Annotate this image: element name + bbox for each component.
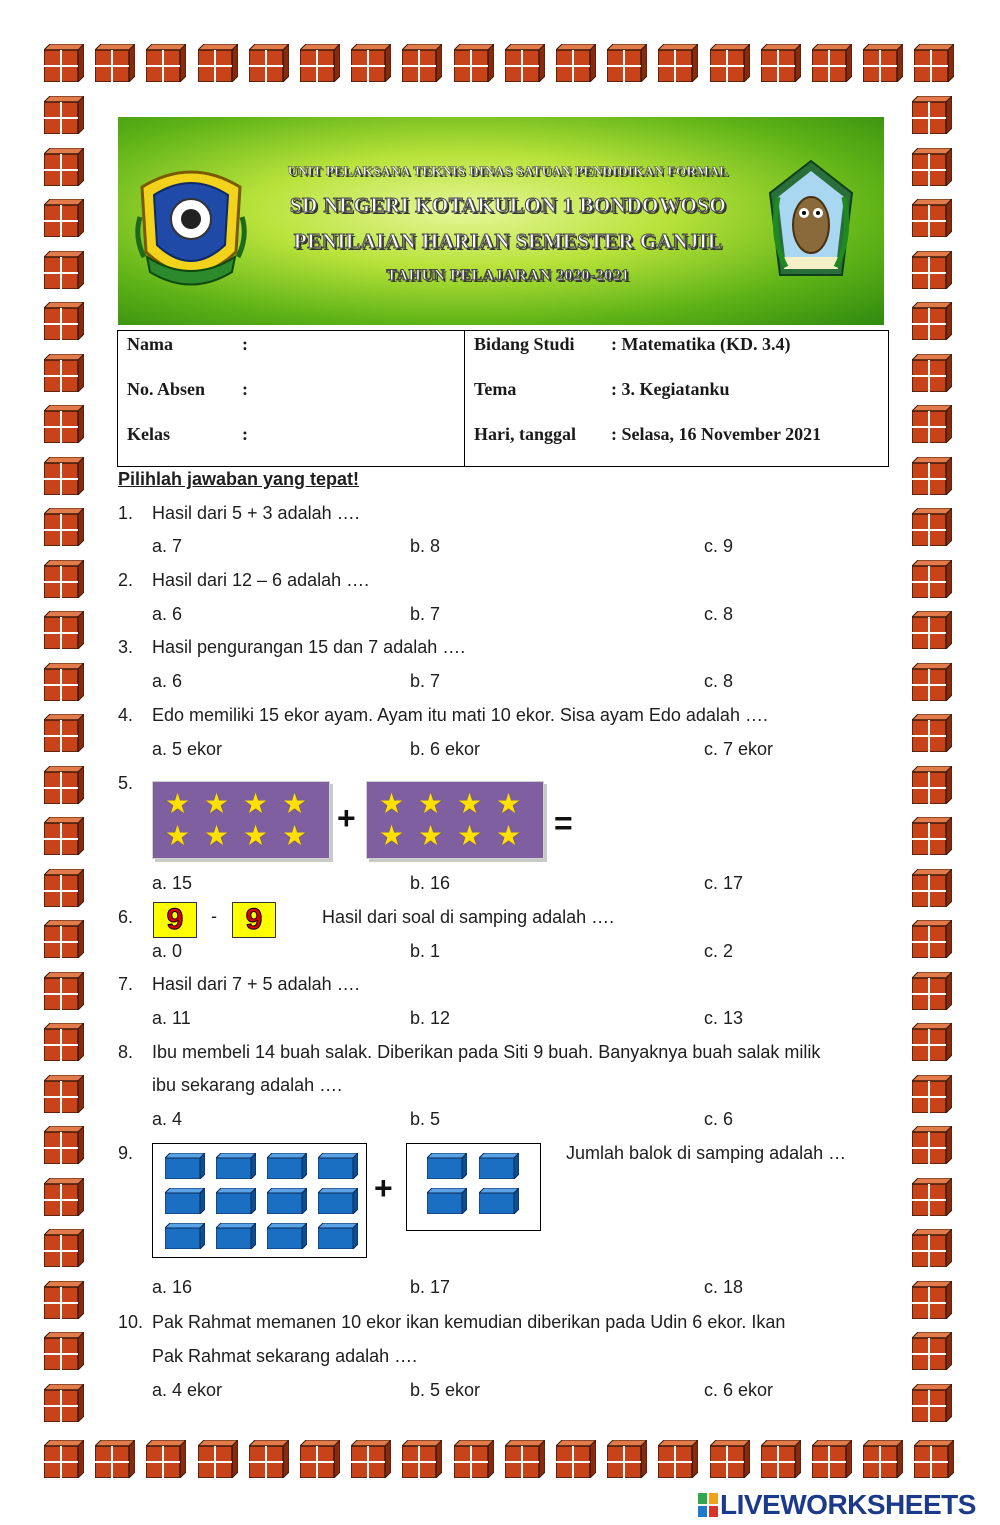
hari-tanggal-label: Hari, tanggal: [474, 424, 576, 444]
option-a[interactable]: a. 4: [152, 1109, 183, 1129]
brick-icon: [658, 44, 698, 82]
question-number: 4.: [118, 705, 134, 725]
cube-icon: [165, 1188, 205, 1214]
instruction-heading: Pilihlah jawaban yang tepat!: [118, 469, 360, 489]
brick-icon: [249, 44, 289, 82]
brick-icon: [863, 1440, 903, 1478]
cube-icon: [165, 1223, 205, 1249]
star-icon: ★: [457, 788, 483, 819]
number-box-right: 9: [232, 902, 276, 938]
brick-icon: [912, 560, 952, 598]
star-icon: ★: [418, 788, 444, 819]
option-c[interactable]: c. 8: [704, 671, 734, 691]
brick-icon: [44, 1281, 84, 1319]
brick-border-right: [912, 96, 954, 1436]
brick-icon: [863, 44, 903, 82]
question-text: Hasil dari 12 – 6 adalah ….: [152, 570, 370, 590]
cube-icon: [216, 1188, 256, 1214]
star-icon: ★: [243, 820, 269, 851]
brick-icon: [402, 1440, 442, 1478]
question-text: Hasil dari 5 + 3 adalah ….: [152, 503, 360, 523]
brick-icon: [556, 44, 596, 82]
option-c[interactable]: c. 9: [704, 536, 734, 556]
bidang-studi-label: Bidang Studi: [474, 334, 575, 354]
star-icon: ★: [282, 820, 308, 851]
star-icon: ★: [457, 820, 483, 851]
brick-icon: [44, 457, 84, 495]
question-text: Hasil pengurangan 15 dan 7 adalah ….: [152, 637, 466, 657]
cube-icon: [318, 1188, 358, 1214]
kelas-label: Kelas: [127, 424, 170, 444]
cube-icon: [318, 1153, 358, 1179]
option-c[interactable]: c. 6: [704, 1109, 734, 1129]
plus-sign: +: [374, 1170, 393, 1206]
brick-icon: [95, 1440, 135, 1478]
brick-icon: [198, 44, 238, 82]
star-icon: ★: [204, 788, 230, 819]
brick-icon: [95, 44, 135, 82]
cube-icon: [216, 1223, 256, 1249]
brick-icon: [44, 1075, 84, 1113]
cube-icon: [165, 1153, 205, 1179]
option-a[interactable]: a. 0: [152, 941, 183, 961]
star-card-left: [152, 781, 330, 859]
brick-border-bottom: [44, 1440, 956, 1480]
star-card-right: [366, 781, 544, 859]
option-c[interactable]: c. 18: [704, 1277, 744, 1297]
nama-label: Nama: [127, 334, 173, 354]
question-number: 10.: [118, 1312, 144, 1332]
brick-icon: [912, 1281, 952, 1319]
cube-icon: [267, 1188, 307, 1214]
option-b[interactable]: b. 7: [410, 671, 441, 691]
brick-icon: [300, 44, 340, 82]
brick-icon: [914, 1440, 954, 1478]
banner-exam-title: PENILAIAN HARIAN SEMESTER GANJIL: [293, 229, 723, 253]
brick-icon: [556, 1440, 596, 1478]
equals-sign: =: [554, 805, 573, 841]
brick-icon: [44, 508, 84, 546]
brick-icon: [198, 1440, 238, 1478]
brick-icon: [912, 457, 952, 495]
brick-icon: [505, 1440, 545, 1478]
star-icon: ★: [204, 820, 230, 851]
question-text: Pak Rahmat memanen 10 ekor ikan kemudian diberikan pada Udin 6 ekor. Ikan: [152, 1312, 786, 1332]
cube-group-left: [152, 1143, 367, 1258]
brick-icon: [44, 44, 84, 82]
brick-icon: [912, 869, 952, 907]
star-icon: ★: [418, 820, 444, 851]
brick-icon: [912, 508, 952, 546]
brick-icon: [44, 920, 84, 958]
brick-icon: [44, 972, 84, 1010]
brick-icon: [454, 44, 494, 82]
school-emblem-icon: [132, 157, 250, 297]
tema-label: Tema: [474, 379, 517, 399]
nama-colon: :: [242, 334, 248, 354]
brick-icon: [44, 663, 84, 701]
question-text-continued: ibu sekarang adalah ….: [152, 1075, 343, 1095]
brick-icon: [912, 1023, 952, 1061]
cube-icon: [216, 1153, 256, 1179]
brick-icon: [710, 44, 750, 82]
brick-icon: [912, 148, 952, 186]
brick-icon: [761, 1440, 801, 1478]
brick-icon: [44, 869, 84, 907]
brick-icon: [812, 1440, 852, 1478]
owl-emblem-icon: [764, 157, 858, 297]
cube-group-right: [406, 1143, 541, 1231]
star-icon: ★: [379, 788, 405, 819]
kelas-colon: :: [242, 424, 248, 444]
brick-icon: [658, 1440, 698, 1478]
absen-label: No. Absen: [127, 379, 206, 399]
cube-icon: [479, 1153, 519, 1179]
star-icon: ★: [496, 788, 522, 819]
brick-icon: [912, 611, 952, 649]
option-b[interactable]: b. 8: [410, 536, 441, 556]
brick-icon: [44, 714, 84, 752]
option-a[interactable]: a. 6: [152, 604, 183, 624]
brick-icon: [44, 1023, 84, 1061]
banner-school-year: TAHUN PELAJARAN 2020-2021: [386, 267, 630, 284]
brick-icon: [44, 1229, 84, 1267]
question-number: 6.: [118, 907, 134, 927]
question-text: Hasil dari soal di samping adalah ….: [322, 907, 615, 927]
brick-icon: [44, 1178, 84, 1216]
question-text-continued: Pak Rahmat sekarang adalah ….: [152, 1346, 418, 1366]
brick-icon: [812, 44, 852, 82]
brick-icon: [505, 44, 545, 82]
brick-border-top: [44, 44, 956, 84]
option-b[interactable]: b. 5 ekor: [410, 1380, 481, 1400]
cube-icon: [267, 1153, 307, 1179]
watermark-text: LIVEWORKSHEETS: [720, 1489, 976, 1520]
brick-icon: [351, 44, 391, 82]
brick-icon: [912, 1384, 952, 1422]
option-a[interactable]: a. 6: [152, 671, 183, 691]
brick-icon: [44, 1126, 84, 1164]
question-number: 8.: [118, 1042, 134, 1062]
star-icon: ★: [496, 820, 522, 851]
option-b[interactable]: b. 1: [410, 941, 441, 961]
number-box-left: 9: [153, 902, 197, 938]
bidang-studi-value: : Matematika (KD. 3.4): [611, 334, 791, 354]
question-text: Ibu membeli 14 buah salak. Diberikan pada Siti 9 buah. Banyaknya buah salak milik: [152, 1042, 821, 1062]
option-a[interactable]: a. 11: [152, 1008, 191, 1028]
banner-school-name: SD NEGERI KOTAKULON 1 BONDOWOSO: [289, 193, 727, 217]
brick-icon: [146, 1440, 186, 1478]
brick-icon: [912, 1229, 952, 1267]
option-a[interactable]: a. 4 ekor: [152, 1380, 223, 1400]
brick-icon: [44, 611, 84, 649]
question-number: 7.: [118, 974, 134, 994]
question-text: Edo memiliki 15 ekor ayam. Ayam itu mati 10 ekor. Sisa ayam Edo adalah ….: [152, 705, 768, 725]
brick-icon: [402, 44, 442, 82]
student-info-table: [117, 330, 889, 467]
brick-icon: [912, 199, 952, 237]
liveworksheets-logo-icon: [698, 1493, 718, 1517]
cube-icon: [318, 1223, 358, 1249]
brick-icon: [914, 44, 954, 82]
option-b[interactable]: b. 16: [410, 873, 451, 893]
brick-icon: [300, 1440, 340, 1478]
option-b[interactable]: b. 12: [410, 1008, 451, 1028]
option-c[interactable]: c. 6 ekor: [704, 1380, 774, 1400]
option-b[interactable]: b. 17: [410, 1277, 451, 1297]
brick-icon: [607, 1440, 647, 1478]
header-banner: [118, 117, 884, 325]
option-c[interactable]: c. 7 ekor: [704, 739, 774, 759]
brick-icon: [44, 354, 84, 392]
option-b[interactable]: b. 5: [410, 1109, 441, 1129]
brick-icon: [912, 766, 952, 804]
brick-icon: [44, 302, 84, 340]
brick-icon: [710, 1440, 750, 1478]
brick-icon: [44, 1332, 84, 1370]
brick-icon: [44, 148, 84, 186]
brick-icon: [44, 560, 84, 598]
star-icon: ★: [165, 820, 191, 851]
question-number: 3.: [118, 637, 134, 657]
brick-icon: [44, 766, 84, 804]
brick-icon: [351, 1440, 391, 1478]
brick-icon: [912, 663, 952, 701]
option-a[interactable]: a. 16: [152, 1277, 193, 1297]
liveworksheets-watermark[interactable]: [698, 1487, 998, 1521]
tema-value: : 3. Kegiatanku: [611, 379, 730, 399]
brick-icon: [912, 405, 952, 443]
option-c[interactable]: c. 2: [704, 941, 734, 961]
brick-icon: [44, 96, 84, 134]
brick-icon: [249, 1440, 289, 1478]
brick-icon: [44, 405, 84, 443]
brick-icon: [44, 817, 84, 855]
option-b[interactable]: b. 6 ekor: [410, 739, 481, 759]
brick-icon: [44, 199, 84, 237]
option-a[interactable]: a. 15: [152, 873, 193, 893]
brick-icon: [912, 1332, 952, 1370]
brick-border-left: [44, 96, 86, 1436]
question-number: 5.: [118, 773, 134, 793]
cube-icon: [267, 1223, 307, 1249]
option-c[interactable]: c. 13: [704, 1008, 744, 1028]
brick-icon: [912, 302, 952, 340]
cube-icon: [427, 1188, 467, 1214]
brick-icon: [761, 44, 801, 82]
option-a[interactable]: a. 5 ekor: [152, 739, 223, 759]
star-icon: ★: [379, 820, 405, 851]
option-c[interactable]: c. 8: [704, 604, 734, 624]
option-a[interactable]: a. 7: [152, 536, 183, 556]
cube-icon: [427, 1153, 467, 1179]
brick-icon: [44, 1384, 84, 1422]
brick-icon: [146, 44, 186, 82]
question-number: 9.: [118, 1143, 134, 1163]
brick-icon: [912, 1126, 952, 1164]
brick-icon: [44, 251, 84, 289]
question-text: Hasil dari 7 + 5 adalah ….: [152, 974, 360, 994]
question-number: 1.: [118, 503, 134, 523]
star-icon: ★: [282, 788, 308, 819]
plus-sign: +: [337, 800, 356, 836]
absen-colon: :: [242, 379, 248, 399]
brick-icon: [912, 1178, 952, 1216]
question-number: 2.: [118, 570, 134, 590]
option-c[interactable]: c. 17: [704, 873, 744, 893]
hari-tanggal-value: : Selasa, 16 November 2021: [611, 424, 822, 444]
minus-sign: -: [211, 906, 217, 926]
table-divider: [464, 331, 465, 466]
question-text: Jumlah balok di samping adalah …: [566, 1143, 847, 1163]
cube-icon: [479, 1188, 519, 1214]
brick-icon: [912, 1075, 952, 1113]
brick-icon: [912, 920, 952, 958]
brick-icon: [607, 44, 647, 82]
brick-icon: [912, 972, 952, 1010]
brick-icon: [912, 96, 952, 134]
brick-icon: [912, 817, 952, 855]
brick-icon: [912, 714, 952, 752]
banner-unit-text: UNIT PELAKSANA TEKNIS DINAS SATUAN PENDIDIKAN FORMAL: [287, 163, 729, 178]
brick-icon: [912, 354, 952, 392]
option-b[interactable]: b. 7: [410, 604, 441, 624]
brick-icon: [454, 1440, 494, 1478]
brick-icon: [44, 1440, 84, 1478]
brick-icon: [912, 251, 952, 289]
star-icon: ★: [165, 788, 191, 819]
star-icon: ★: [243, 788, 269, 819]
